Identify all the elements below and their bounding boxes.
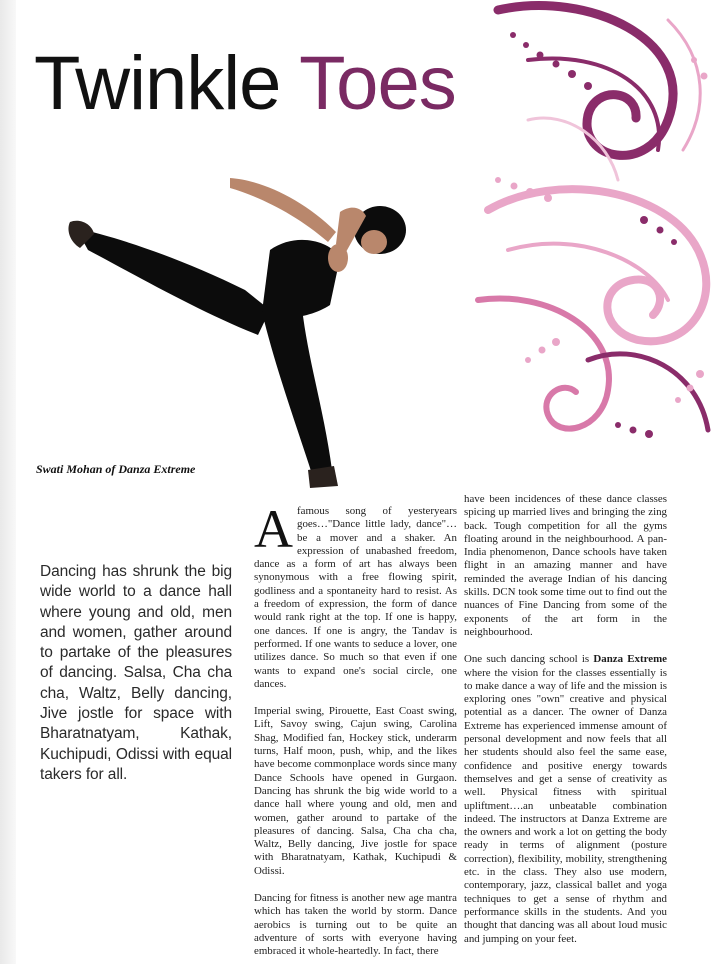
article-column-2 bbox=[464, 493, 667, 960]
article-paragraph-1-text: famous song of yesteryears goes…"Dance little lady, dance"…be a mover and a shaker. An expression of unabashed freedom, dance as a form of art has always been synonymous with a free flowing spirit, godliness and a spontaneity hard to resist. As a freedom of expression, the form of dance would rank right at the top. If one is happy, one dances. If one is angry, the Tandav is performed. If one wants to seduce a lover, one utilizes dance. So much so that even if one wants to expand one's social circle, one dances. bbox=[254, 505, 457, 690]
school-name-bold: Danza Extreme bbox=[593, 653, 667, 666]
title-word-twinkle: Twinkle bbox=[34, 41, 281, 126]
swirl-ornament bbox=[468, 0, 717, 470]
article-paragraph-1 bbox=[254, 499, 457, 691]
page-title bbox=[34, 41, 456, 126]
article-paragraph-5 bbox=[464, 653, 667, 946]
article-paragraph-5-rest: where the vision for the classes essentially is to make dance a way of life and the mission is exploring ones "own" creative and physical potential as a dancer. The owner of Danza Extreme has experienced immense amount of personal development and now feels that all her students should also feel the same ease, confidence and positive energy towards themselves and get a sense of creativity as well. Physical fitness with spiritual upliftment….an unbeatable combination indeed. The instructors at Danza Extreme are the owners and work a lot on getting the body ready in terms of alignment (posture correction), flexibility, mobility, strengthening etc. in the class. They also use modern, contemporary, jazz, classical ballet and yoga techniques to get a sense of rhythm and performance skills in the students. And you thought that dancing was all about loud music and jumping on your feet. bbox=[464, 666, 667, 945]
article-paragraph-2: Imperial swing, Pirouette, East Coast swing, Lift, Savoy swing, Cajun swing, Carolina Shag, Modified fan, Hockey stick, underarm turns, Half moon, push, whip, and the likes have become commonplace words since many Dance Schools have opened in Gurgaon. Dancing has shrunk the big wide world to a dance hall where young and old, men and women, gather around to partake of the pleasures of dancing. Salsa, Cha cha cha, Waltz, Belly dancing, Jive jostle for space with Bharatnatyam, Kathak, Kuchipudi & Odissi. bbox=[254, 705, 457, 877]
article-paragraph-4: have been incidences of these dance classes spicing up married lives and bringing the zing back. Tough competition for all the gyms floating around in the neighbourhood. A pan-India phenomenon, Dance schools have taken flight in an amazing manner and have reminded the average Indian of his dancing skills. DCN took some time out to find out the nuances of Fine Dancing from some of the exponents of the art form in the neighbourhood. bbox=[464, 493, 667, 638]
dancer-photo bbox=[40, 140, 470, 500]
drop-cap: A bbox=[254, 499, 293, 559]
article-paragraph-5-lead: One such dancing school is bbox=[464, 653, 594, 666]
title-word-toes: Toes bbox=[299, 41, 456, 126]
article-column-1 bbox=[254, 499, 457, 964]
pull-quote: Dancing has shrunk the big wide world to a dance hall where young and old, men and women, gather around to partake of the pleasures of dancing. Salsa, Cha cha cha, Waltz, Belly dancing, Jive jostle for space with Bharatnatyam, Kathak, Kuchipudi, Odissi with equal takers for all. bbox=[40, 563, 232, 783]
article-paragraph-3: Dancing for fitness is another new age mantra which has taken the world by storm. Dance aerobics is turning out to be quite an adventure of sorts with everyone having embraced it whole-heartedly. In fact, there bbox=[254, 892, 457, 958]
page-gutter-shadow bbox=[0, 0, 16, 964]
photo-caption: Swati Mohan of Danza Extreme bbox=[36, 462, 196, 476]
